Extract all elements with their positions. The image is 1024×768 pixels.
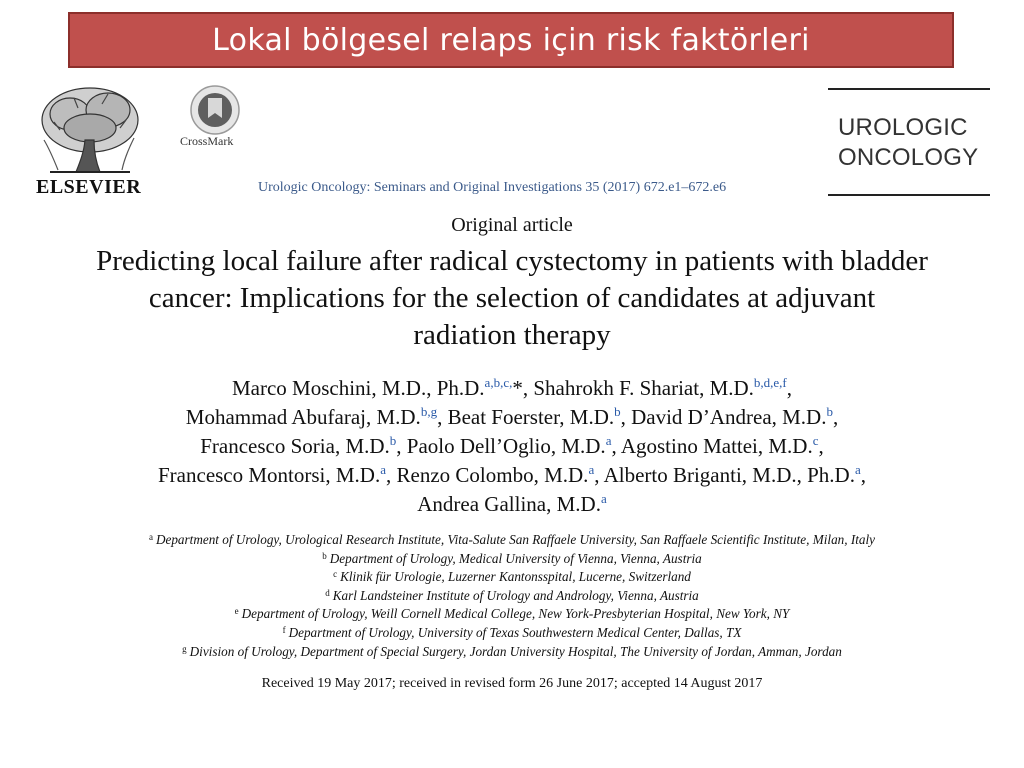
author-list [20,374,1004,519]
affiliation-key: d [325,587,330,598]
author-line [20,403,1004,432]
author-separator: , [832,405,839,429]
author-name: Andrea Gallina, M.D. [417,492,601,516]
affiliation-item [20,568,1004,587]
affiliation-text: Karl Landsteiner Institute of Urology and Andrology, Vienna, Austria [332,587,699,603]
affiliation-item [20,550,1004,569]
author-name: Marco Moschini, M.D., Ph.D. [231,376,485,400]
affiliation-key: a [148,532,153,542]
received-dates: Received 19 May 2017; received in revised form 26 June 2017; accepted 14 August 2017 [261,676,763,691]
elsevier-wordmark: ELSEVIER [36,176,142,198]
affiliation-key: c [333,569,338,580]
journal-logo-line2: ONCOLOGY [838,144,979,171]
author-name: Paolo Dell’Oglio, M.D. [406,434,606,458]
corresponding-author-mark[interactable]: * [512,376,523,400]
article-title-line: cancer: Implications for the selection of candidates at adjuvant [148,282,876,314]
journal-logo [828,88,990,196]
journal-logo-line1: UROLOGIC [838,114,968,141]
author-separator: , [611,434,621,458]
affiliation-item [20,624,1004,643]
author-separator: , [437,405,448,429]
author-affiliation-link[interactable]: a [600,491,607,506]
affiliation-text: Department of Urology, Medical University of Vienna, Vienna, Austria [329,550,702,566]
affiliation-text: Division of Urology, Department of Special Surgery, Jordan University Hospital, The University of Jordan, Amman, Jordan [189,643,842,659]
author-line [20,490,1004,519]
author-name: David D’Andrea, M.D. [631,405,827,429]
author-affiliation-link[interactable]: c [812,433,819,448]
author-separator: , [396,434,407,458]
journal-logo-bottom-rule [828,194,990,196]
author-name: Agostino Mattei, M.D. [620,434,813,458]
affiliation-item [20,587,1004,606]
article-title-line: radiation therapy [413,319,611,351]
affiliation-item [20,643,1004,662]
affiliation-item [20,605,1004,624]
author-separator: , [786,376,793,400]
author-name: Francesco Montorsi, M.D. [158,463,381,487]
article-type: Original article [451,214,573,236]
slide-title: Lokal bölgesel relaps için risk faktörleri [212,22,810,58]
author-name: Shahrokh F. Shariat, M.D. [533,376,754,400]
author-name: Renzo Colombo, M.D. [396,463,589,487]
author-separator: , [594,463,604,487]
author-affiliation-link[interactable]: b,d,e,f [753,375,787,390]
author-affiliation-link[interactable]: a,b,c, [484,375,513,390]
affiliation-text: Department of Urology, Urological Research Institute, Vita-Salute San Raffaele University, San Raffaele Scientific Institute, Milan, Italy [155,532,876,547]
author-affiliation-link[interactable]: b [389,433,397,448]
affiliation-item [20,531,1004,550]
affiliation-text: Department of Urology, University of Texas Southwestern Medical Center, Dallas, TX [288,624,742,640]
slide-title-bar [68,12,954,68]
author-separator: , [386,463,397,487]
crossmark-label: CrossMark [180,134,234,148]
journal-logo-top-rule [828,88,990,90]
article-title-line: Predicting local failure after radical cystectomy in patients with bladder [96,245,928,277]
affiliation-text: Klinik für Urologie, Luzerner Kantonsspital, Lucerne, Switzerland [340,569,691,585]
affiliation-key: f [282,624,286,635]
author-name: Alberto Briganti, M.D., Ph.D. [603,463,855,487]
author-line [20,374,1004,403]
author-affiliation-link[interactable]: b,g [420,404,438,419]
author-separator: , [818,434,824,458]
article-title [20,243,1004,354]
author-line [20,461,1004,490]
author-separator: , [522,376,534,400]
author-separator: , [620,405,632,429]
author-line [20,432,1004,461]
affiliation-list [20,531,1004,661]
author-name: Mohammad Abufaraj, M.D. [185,405,421,429]
author-affiliation-link[interactable]: a [588,462,595,477]
author-affiliation-link[interactable]: a [380,462,387,477]
affiliation-key: e [234,606,239,617]
author-affiliation-link[interactable]: b [614,404,621,419]
author-name: Beat Foerster, M.D. [447,405,615,429]
author-separator: , [860,463,866,487]
author-name: Francesco Soria, M.D. [200,434,390,458]
affiliation-key: b [322,550,327,561]
journal-citation[interactable]: Urologic Oncology: Seminars and Original Investigations 35 (2017) 672.e1–672.e6 [258,180,727,195]
author-affiliation-link[interactable]: a [854,462,861,477]
author-affiliation-link[interactable]: b [826,404,833,419]
author-affiliation-link[interactable]: a [605,433,612,448]
affiliation-key: g [182,643,187,654]
affiliation-text: Department of Urology, Weill Cornell Medical College, New York-Presbyterian Hospital, New York, NY [241,606,790,622]
